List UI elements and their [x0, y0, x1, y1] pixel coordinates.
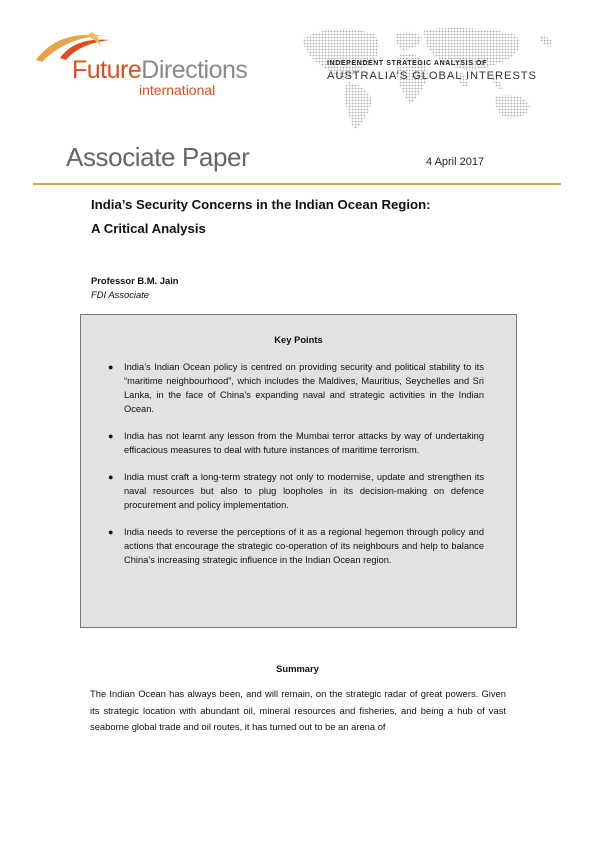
header-divider: [33, 183, 561, 185]
tagline-line-2: AUSTRALIA’S GLOBAL INTERESTS: [327, 70, 537, 82]
key-points-box: [80, 314, 517, 628]
paper-title-line-1: India’s Security Concerns in the Indian Ocean Region:: [91, 197, 431, 212]
author-affiliation: FDI Associate: [91, 289, 150, 300]
key-point-item: [108, 360, 484, 416]
logo-word-international: international: [139, 82, 216, 98]
author-name: Professor B.M. Jain: [91, 275, 179, 286]
key-point-item: [108, 525, 484, 567]
brand-logo: [72, 58, 247, 83]
key-point-text: India’s Indian Ocean policy is centred on providing security and political stability to its “maritime neighbourhood”, which includes the Maldives, Mauritius, Seychelles and Sri Lanka, in the face of China’s expanding naval and strategic activities in the Indian Ocean.: [124, 362, 484, 414]
key-points-list: [81, 360, 516, 580]
key-point-text: India needs to reverse the perceptions of it as a regional hegemon through policy and actions that encourage the strategic co-operation of its neighbours and help to balance China’s increasing strategic influence in the Indian Ocean region.: [124, 527, 484, 565]
key-point-text: India has not learnt any lesson from the Mumbai terror attacks by way of undertaking efficacious measures to deal with future instances of maritime terrorism.: [124, 431, 484, 455]
logo-word-future: Future: [72, 56, 142, 84]
paper-title-line-2: A Critical Analysis: [91, 221, 206, 236]
key-point-item: [108, 429, 484, 457]
publication-date: 4 April 2017: [426, 156, 485, 168]
series-title: Associate Paper: [66, 142, 250, 172]
key-points-heading: Key Points: [274, 334, 323, 345]
summary-paragraph: The Indian Ocean has always been, and will remain, on the strategic radar of great powers. Given its strategic location with abundant oil, mineral resources and fisheries, and being a hub of vast seaborne global trade and oil routes, it has turned out to be an arena of: [90, 688, 506, 732]
summary-heading: Summary: [276, 663, 319, 674]
bullet-icon: ●: [108, 527, 114, 537]
key-point-item: [108, 470, 484, 512]
logo-word-directions: Directions: [141, 56, 248, 84]
key-point-text: India must craft a long-term strategy not only to modernise, update and strengthen its naval resources but also to plug loopholes in its decision-making on defence procurement and policy implementation.: [124, 472, 484, 510]
bullet-icon: ●: [108, 362, 114, 372]
bullet-icon: ●: [108, 431, 114, 441]
tagline-line-1: INDEPENDENT STRATEGIC ANALYSIS OF: [327, 60, 487, 67]
bullet-icon: ●: [108, 472, 114, 482]
